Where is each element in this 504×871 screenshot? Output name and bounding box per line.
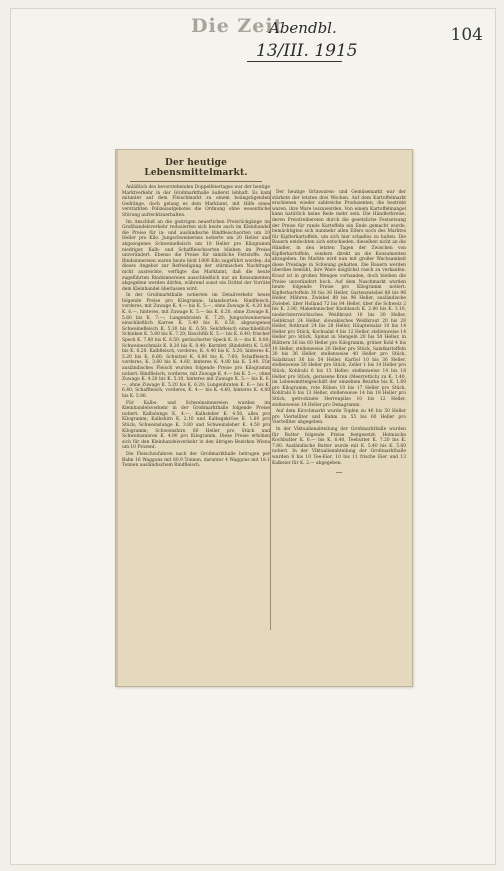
article-paragraph: Für Kalbs- und Schweinsinnereien wurden im Kleinhandelsverkehr in der Großmarkthalle folgende Preise notiert: Kalbslunge K. 4.—, Kalbsleber K. 4.50, alles pro Kilogramm; Kalbshirn K. 2.10 und Kalbsgekröse K. 1.60 pro Stück; Schweinslunge K. 3.80 und Schweinsleber K. 4.50 pro Kilogramm; Schweinshirn 60 Heller pro Stück und Schweinsnieren K. 4.90 pro Kilogramm. Diese Preise erhöhen sich für den Kleinhandelsverkehr in den übrigen Bezirken Wiens um 10 Prozent. <box>122 400 270 451</box>
newspaper-masthead: Die Zeit <box>191 15 284 37</box>
headline-rule <box>130 181 262 182</box>
article-paragraph: Auf dem Kirschmarkt wurde Topfen zu 46 bis 50 Heller pro Viertelliter und Rahm zu 55 bis 60 Heller pro Viertelliter abgegeben. <box>272 409 406 426</box>
handwritten-edition-note: Abendbl. <box>269 19 337 37</box>
clipping-edge <box>116 150 118 686</box>
article-end-mark: — <box>335 468 343 477</box>
article-right-column <box>272 190 406 476</box>
article-headline: Der heutige Lebensmittelmarkt. <box>144 158 248 178</box>
page-number: 104 <box>450 25 483 45</box>
article-paragraph: Die Fleischzufuhren nach der Großmarkthalle betrugen per Bahn 16 Waggons mit 80.9 Tonnen, darunter 4 Waggons mit 18.1 Tonnen ausländischem Rindfleisch. <box>122 451 270 469</box>
article-left-column <box>122 158 270 470</box>
newspaper-clipping <box>115 149 413 687</box>
column-divider <box>270 190 271 630</box>
archive-sheet <box>10 8 496 865</box>
article-paragraph: In der Großmarkthalle notierten im Detailverkehr heute folgende Preise pro Kilogramm: Inlandsorten: Rindfleisch, vorderes, mit Zuwage K. 4.— bis K. 5.—, ohne Zuwage K. 4.20 bis K. 6.—, hinteres, mit Zuwage K. 5.— bis K. 6.20, ohne Zuwage K. 5.60 bis K. 7.—; Lungenbraten K. 7.20; Jungschweinernes einschließlich Karree K. 5.40 bis K. 6.50, abgezogenes Schweinefleisch K. 5.30 bis K. 6.50; Selchfleisch einschließlich Schinken K. 5.80 bis K. 7.20; Bauchfilz K. 5.— bis K. 6.40; frischer Speck K. 7.80 bis K. 8.50; geräucherter Speck K. 8.— bis K. 8.80; Schweineschmalz K. 8.20 bis K. 8.40; Kernfett (Rindsfett) K. 5.60 bis K. 6.20. Kalbfleisch, vorderes, K. 4.40 bis K. 5.20, hinteres K. 5.20 bis K. 6.60; Schnitzel K. 6.80 bis K. 7.60; Schaffleisch, vorderes, K. 3.60 bis K. 4.60, hinteres K. 4.80 bis K. 5.40. Für ausländisches Fleisch wurden folgende Preise pro Kilogramm notiert: Rindfleisch, vorderes, mit Zuwage K. 4.— bis K. 5.—, ohne Zuwage K. 4.20 bis K. 5.10, hinteres mit Zuwage K. 5.— bis K. 6.—, ohne Zuwage K. 5.20 bis K. 6.20; Lungenbraten K. 6.— bis K. 6.40; Schaffleisch, vorderes, K. 4.— bis K. 4.60, hinteres K. 4.80 bis K. 5.80. <box>122 293 270 399</box>
article-paragraph: Im Anschluß an die gestrigen neuerlichen Preisrückgänge im Großhandelsverkehr reduzierten sich heute auch im Kleinhandel die Preise für in- und ausländische Rindfleischsorten um 20 Heller pro Kilo. Jungschweinernes notierte um 20 Heller und abgezogenes Schweinefleisch um 10 Heller pro Kilogramm niedriger. Kalb- und Schaffleischsorten blieben im Preise unverändert. Ebenso die Preise für sämtliche Fettstoffe. An Rindsinnereien waren heute bloß 1800 Kilo zugeführt worden; da dieses Angebot zur Befriedigung der stürmischen Nachfrage nicht ausreichte, verfügte das Marktamt, daß die heute zugeführten Rindsinnereien ausschließlich nur an Konsumenten abgegeben werden dürfen, während sonst ein Drittel der Vorräte dem Kleinhandel überlassen wird. <box>122 219 270 292</box>
handwritten-underline <box>247 61 342 62</box>
handwritten-date: 13/III. 1915 <box>256 41 358 61</box>
article-paragraph: Anläßlich des bevorstehenden Doppelfeiertages war der heutige Marktverkehr in der Großmarkthalle äußerst lebhaft. Es kam mitunter auf dem Fleischmarkt zu einem beängstigenden Gedränge, doch gelang es dem Marktamt, mit Hilfe eines verstärkten Polizeiaufgebotes die Ordnung ohne wesentliche Störung aufrechtzuerhalten. <box>122 185 270 218</box>
article-paragraph: In der Viktualienabteilung der Großmarkthalle wurden für Butter folgende Preise festgesetzt: Heimische Kochbutter K. 6.— bis K. 6.40, Teebutter K. 7.20 bis K. 7.80. Ausländische Butter wurde mit K. 5.40 bis K. 5.60 notiert. In der Viktualienabteilung der Großmarkthalle wurden 8 bis 10 Tee-Eier, 10 bis 11 frische Eier und 13 Kalkeier für K. 2.— abgegeben. <box>272 426 406 466</box>
article-paragraph: Der heutige Grünwaren- und Gemüsemarkt war der stärkste der letzten drei Wochen. Auf dem Kartoffelmarkt erschienen wieder zahlreiche Produzenten, die bestrebt waren, ihre Ware loszuwerden. Von einem Kartoffelmangel kann natürlich keine Rede mehr sein. Die Händlerkreise, deren Preistreibereien durch die gesetzliche Festsetzung der Preise für runde Kartoffeln ein Ende gemacht wurde, bemächtigten sich nunmehr allen Eifers noch des Marktes für Kipflerkartoffeln, um sich hier schadlos zu halten. Die Bauern entdeckten sich entschieden, dieselben nicht an die Händler, in den letzten Tagen der Zwischen von Kipflerkartoffeln, sondern direkt an die Konsumenten abzugeben. Im Markte wird nun mit großer Wachsamkeit diese Preislage in Schwung gehalten. Die Bauern werden überdies bemüht, ihre Ware möglichst rasch zu verkaufen. Kraut ist in großen Mengen vorhanden, doch bleiben die Preise unverändert hoch. Auf dem Naschmarkt wurden heute folgende Preise pro Kilogramm notiert: Kipflerkartoffeln 30 bis 36 Heller, Gartenzwiebel 88 bis 96 Heller, Mähren. Zwiebel 88 bis 96 Heller, ausländische Zwiebel, über Holland 72 bis 84 Heller, über die Schweiz 2 bis K. 2.80, Makedonischer Knoblauch K. 2.80 bis K. 3.10, niederösterreichisches Weißkraut 18 bis 30 Heller, Gelbkraut 24 Heller, slowakisches Weißkraut 20 bis 28 Heller, Rotkraut 24 bis 28 Heller, Häuptelsalat 10 bis 14 Heller pro Stück, Kochsalat 4 bis 12 Heller, stellenweise 14 Heller pro Stück, Spinat in Stengeln 20 bis 50 Heller, in Blättern 56 bis 60 Heller pro Kilogramm, grüner Kohl 4 bis 10 Heller, stellenweise 20 Heller pro Stück, Salatkartoffeln 30 bis 36 Heller, stellenweise 40 Heller pro Stück, Salatkraut 36 bis 54 Heller, Karfiol 10 bis 36 Heller, stellenweise 50 Heller pro Stück, Zeller 1 bis 14 Heller pro Stück, Kohlrabi 6 bis 13 Heller, stellenweise 14 bis 18 Heller pro Stück, gerissene Kren (Meerrettich) zu K. 1.40, im Lebensmittelgeschäft der einzelnen Bezirke bis K. 1.60 pro Kilogramm, rote Rüben 10 bis 17 Heller pro Stück, Kohlrabi 6 bis 13 Heller, stellenweise 14 bis 18 Heller pro Stück, getrocknete Herrenpilze 10 bis 12 Heller, stellenweise 14 Heller pro Dekagramm. <box>272 190 406 408</box>
